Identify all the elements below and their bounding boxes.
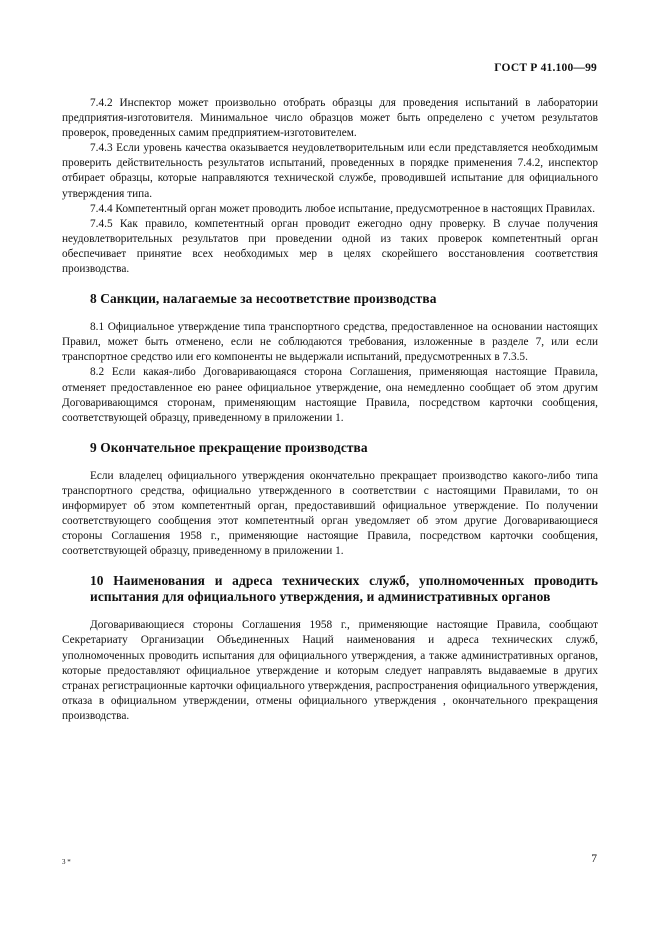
spacer: [62, 456, 598, 469]
paragraph-7-4-4: 7.4.4 Компетентный орган может проводить любое испытание, предусмотренное в настоящих Правилах.: [90, 202, 596, 215]
paragraph-8-1: 8.1 Официальное утверждение типа транспортного средства, предоставленное на основании настоящих Правил, может быть отменено, если не соблюдаются требования, изложенные в разделе 7, или если транспортное средство или его компоненты не выдержали испытаний, предусмотренных в 7.3.5.: [62, 321, 598, 364]
spacer: [62, 559, 598, 573]
paragraph-7-4-3: 7.4.3 Если уровень качества оказывается неудовлетворительным или если представляется необходимым проверить действительность результатов испытаний, проведенных в порядке применения 7.4.2, инспектор отбирает образцы, которые направляются технической службе, проводившей испытание для официального утверждения типа.: [62, 142, 598, 200]
section-9-heading: 9 Окончательное прекращение производства: [90, 439, 368, 455]
spacer: [62, 307, 598, 320]
sheet-mark: 3 *: [62, 858, 71, 866]
paragraph-8-2: 8.2 Если какая-либо Договаривающаяся сторона Соглашения, применяющая настоящие Правила, отменяет предоставленное ею ранее официальное утверждение, она немедленно сообщает об этом другим Договаривающимся сторонам, применяющим настоящие Правила, посредством карточки сообщения, соответствующей образцу, приведенному в приложении 1.: [62, 366, 598, 424]
section-10-heading: 10 Наименования и адреса технических служб, уполномоченных проводить испытания для официального утверждения, и административных органов: [90, 573, 598, 605]
paragraph-7-4-2: 7.4.2 Инспектор может произвольно отобрать образцы для проведения испытаний в лаборатории предприятия-изготовителя. Минимальное число образцов может быть определено с учетом результатов проверок, проведенных самим предприятием-изготовителем.: [62, 97, 598, 140]
standard-code-header: ГОСТ Р 41.100—99: [494, 62, 597, 74]
section-8-heading: 8 Санкции, налагаемые за несоответствие производства: [90, 291, 437, 307]
page-number: 7: [591, 853, 597, 865]
paragraph-7-4-5: 7.4.5 Как правило, компетентный орган проводит ежегодно одну проверку. В случае получения неудовлетворительных результатов при проведении одной из таких проверок компетентный орган обеспечивает принятие всех необходимых мер в целях скорейшего восстановления соответствия производства.: [62, 217, 598, 276]
paragraph-10: Договаривающиеся стороны Соглашения 1958 г., применяющие настоящие Правила, сообщают Секретариату Организации Объединенных Наций наименования и адреса технических служб, уполномоченных проводить испытания для официального утверждения, а также административных органов, которые предоставляют официальное утверждение и которым следует направлять выдаваемые в других странах регистрационные карточки официального утверждения, распространения официального утверждения, отказа в официальном утверждении, отмены официального утверждения , окончательного прекращения производства.: [62, 619, 598, 722]
paragraph-9: Если владелец официального утверждения окончательно прекращает производство какого-либо типа транспортного средства, официально утвержденного в соответствии с настоящими Правилами, то он информирует об этом компетентный орган, предоставивший официальное утверждение. По получении соответствующего сообщения этот компетентный орган уведомляет об этом другие Договаривающиеся стороны Соглашения 1958 г., применяющие настоящие Правила, посредством карточки сообщения, соответствующей образцу, приведенному в приложении 1.: [62, 469, 598, 558]
spacer: [62, 605, 598, 618]
spacer: [62, 426, 598, 440]
page-content: [62, 96, 598, 724]
spacer: [62, 277, 598, 291]
